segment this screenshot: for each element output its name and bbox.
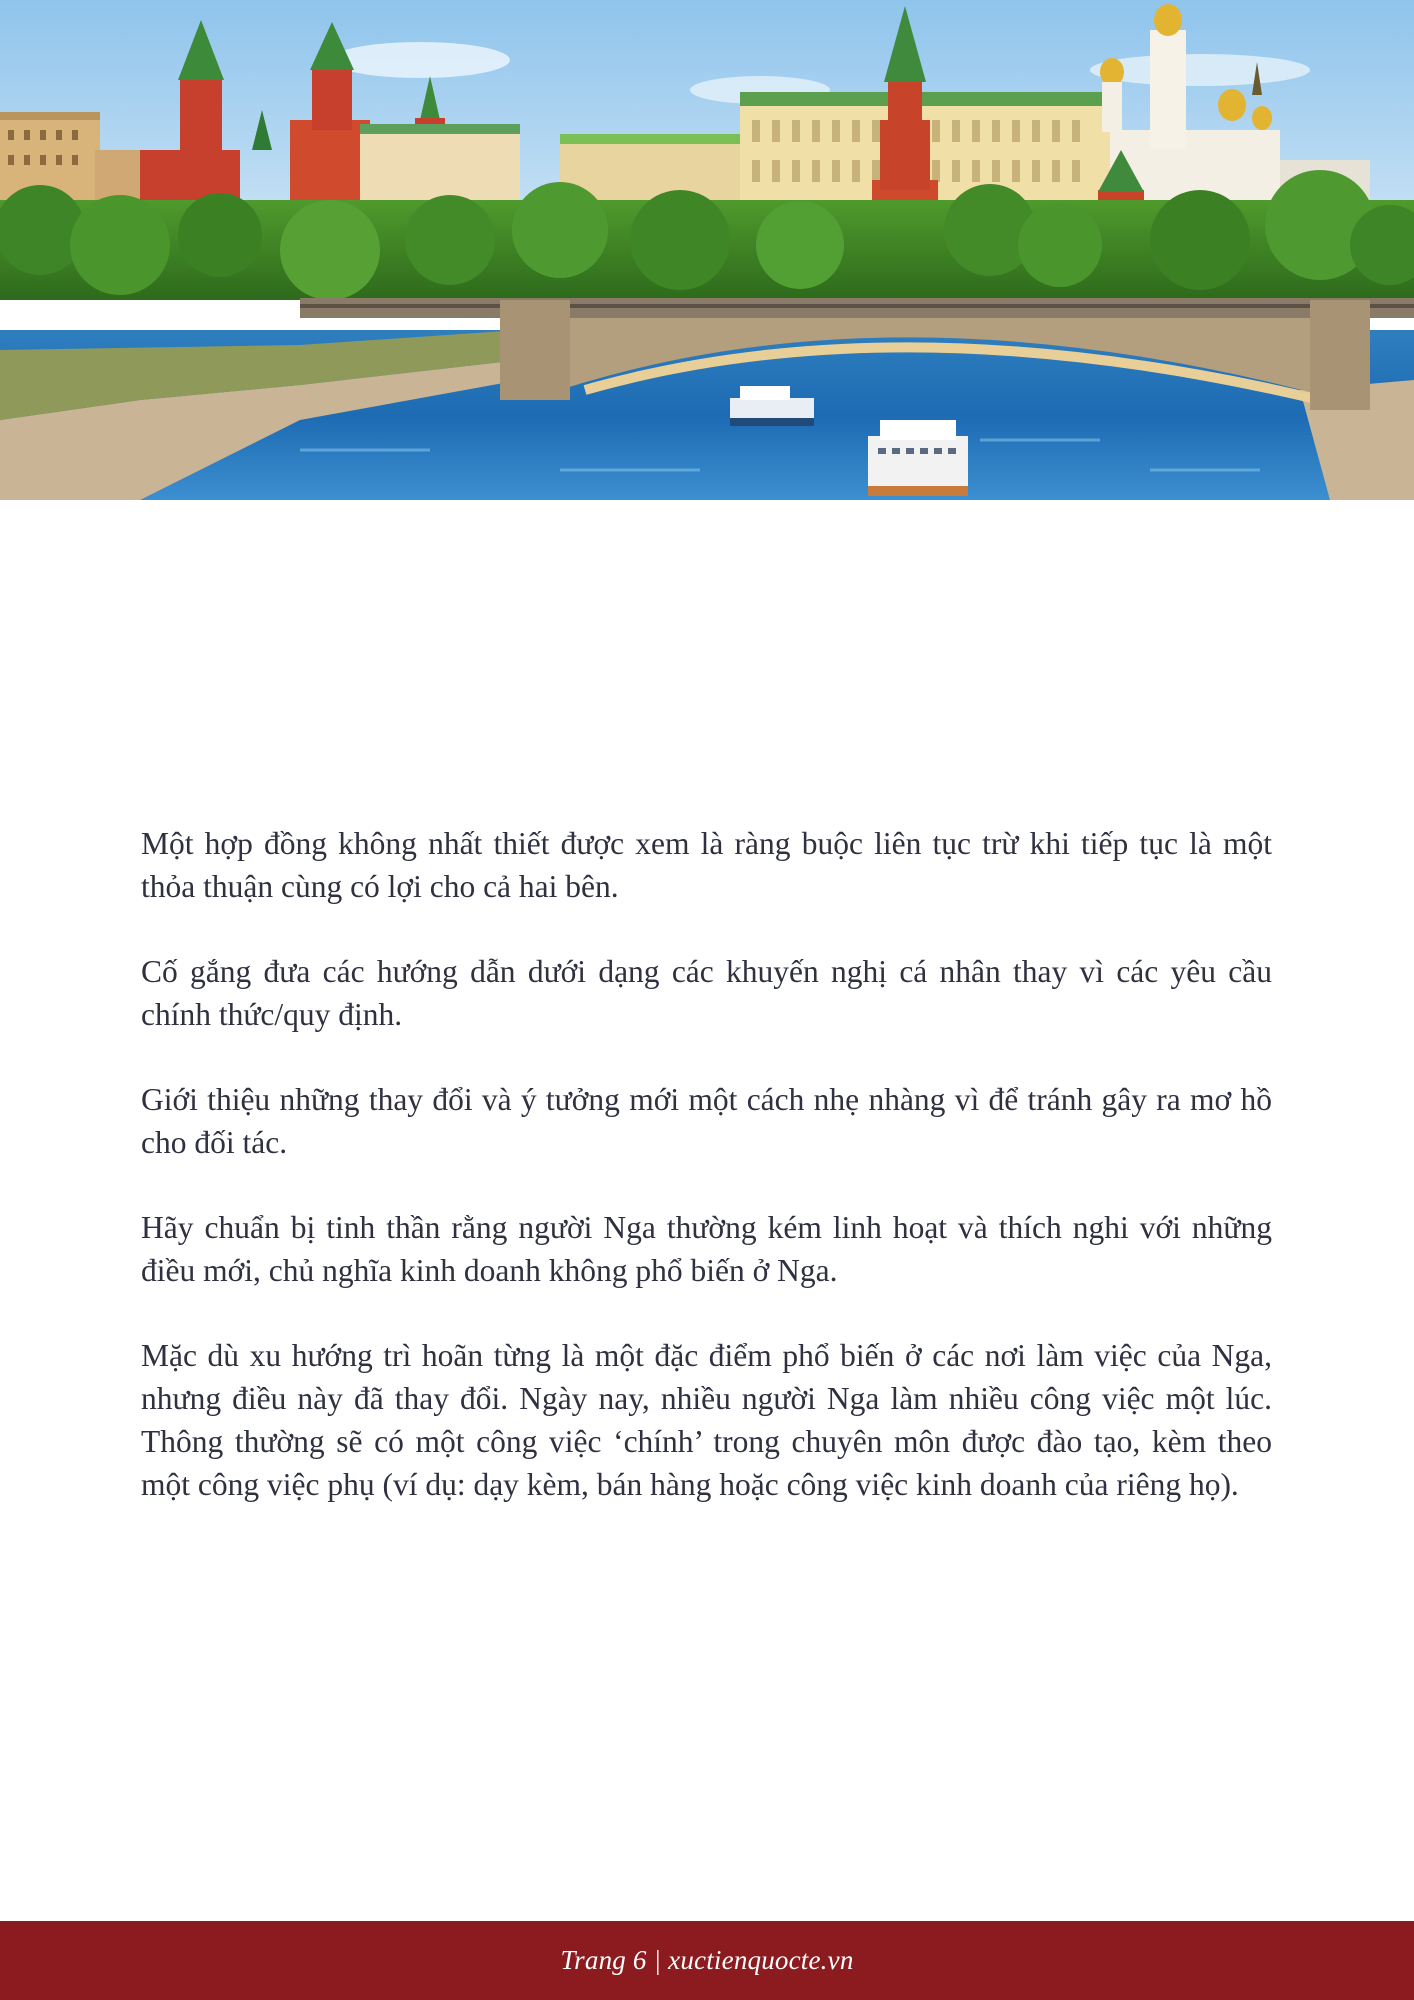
page-footer (0, 1921, 1414, 2000)
paragraph-1: Một hợp đồng không nhất thiết được xem là ràng buộc liên tục trừ khi tiếp tục là một thỏa thuận cùng có lợi cho cả hai bên. (141, 826, 1272, 904)
footer-page-label: Trang 6 | xuctienquocte.vn (560, 1945, 854, 1975)
body-text (141, 822, 1272, 1548)
boat-large (868, 420, 968, 496)
paragraph-4: Hãy chuẩn bị tinh thần rằng người Nga thường kém linh hoạt và thích nghi với những điều mới, chủ nghĩa kinh doanh không phổ biến ở Nga. (141, 1210, 1272, 1288)
kremlin-river-illustration (0, 0, 1414, 500)
paragraph-3: Giới thiệu những thay đổi và ý tưởng mới một cách nhẹ nhàng vì để tránh gây ra mơ hồ cho đối tác. (141, 1082, 1272, 1160)
paragraph-5: Mặc dù xu hướng trì hoãn từng là một đặc điểm phổ biến ở các nơi làm việc của Nga, nhưng điều này đã thay đổi. Ngày nay, nhiều người Nga làm nhiều công việc một lúc. Thông thường sẽ có một công việc ‘chính’ trong chuyên môn được đào tạo, kèm theo một công việc phụ (ví dụ: dạy kèm, bán hàng hoặc công việc kinh doanh của riêng họ). (141, 1338, 1272, 1502)
paragraph-2: Cố gắng đưa các hướng dẫn dưới dạng các khuyến nghị cá nhân thay vì các yêu cầu chính thức/quy định. (141, 954, 1272, 1032)
hero-image (0, 0, 1414, 500)
